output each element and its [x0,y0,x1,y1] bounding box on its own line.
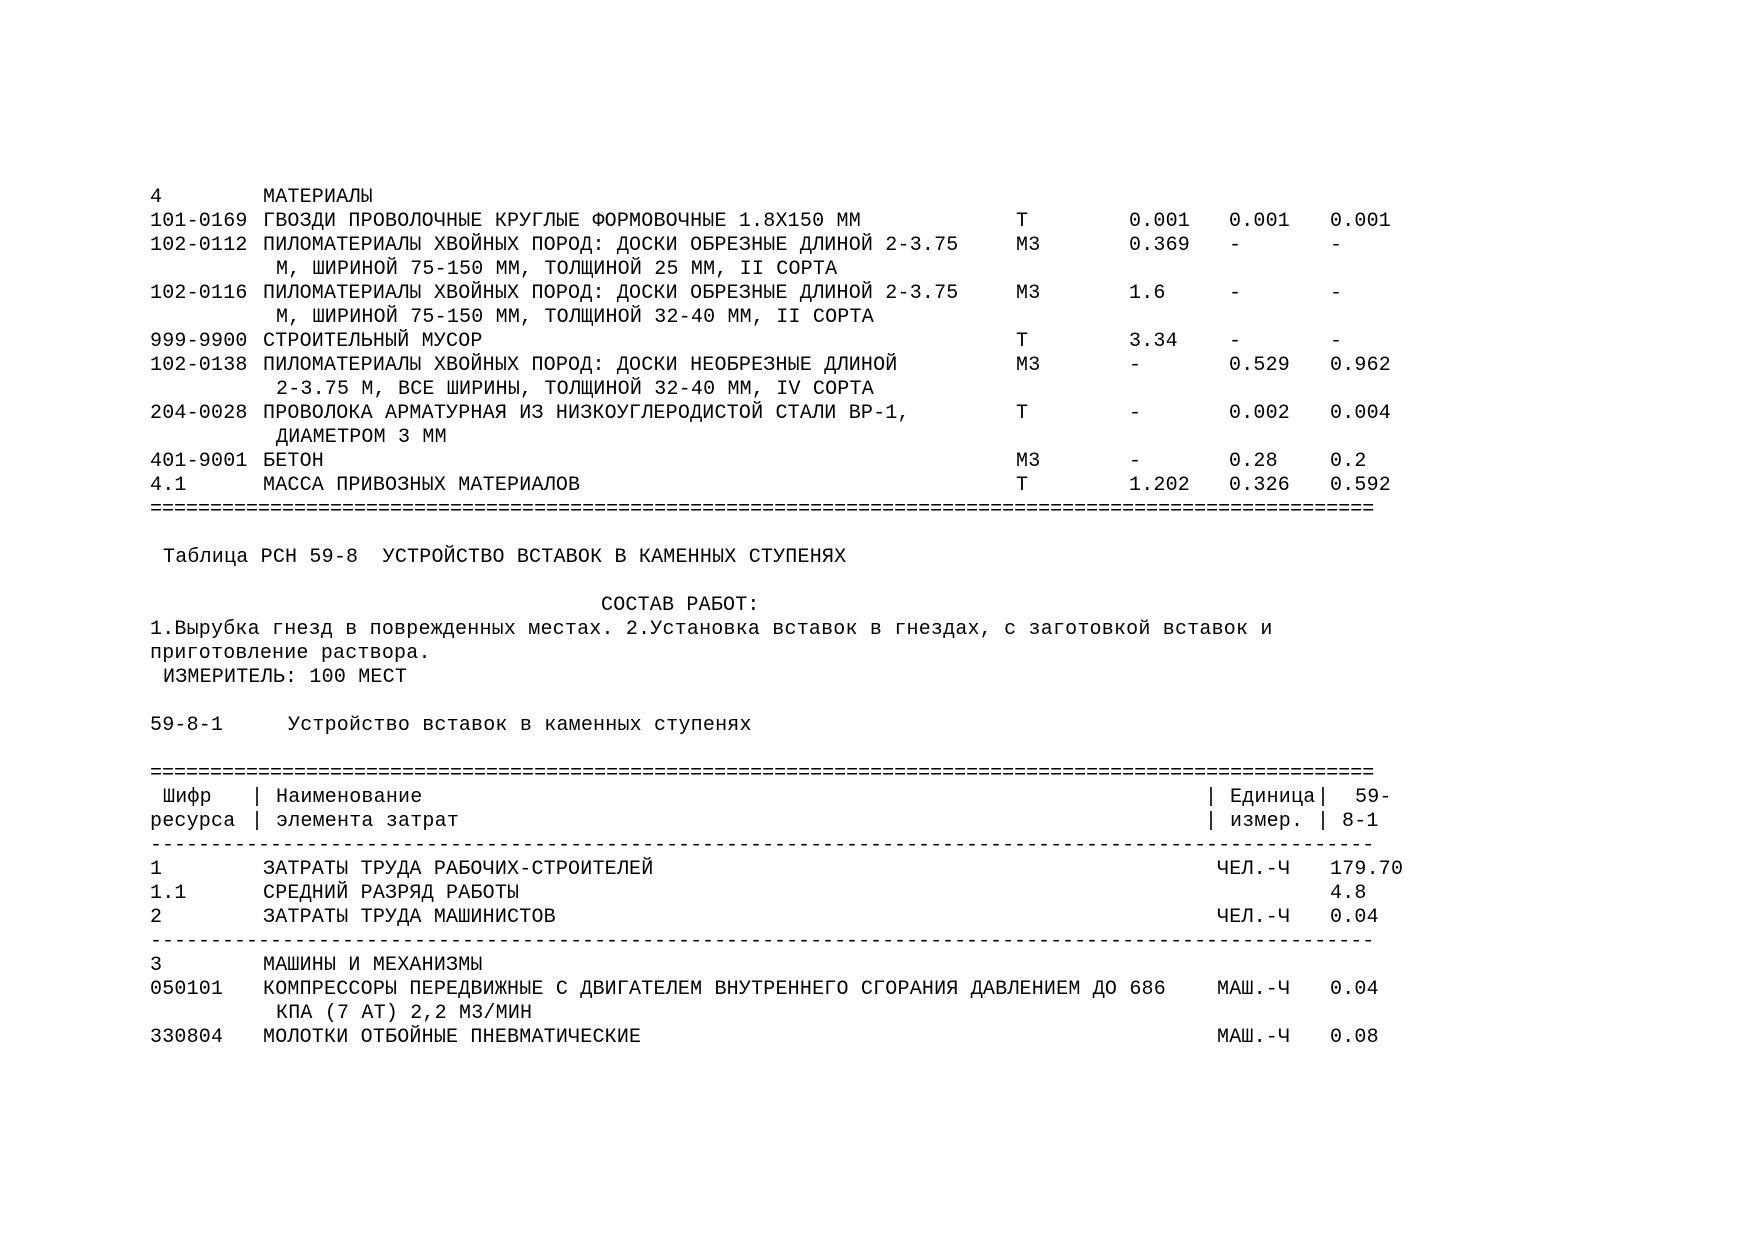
single-rule: ------------------------------------------------------------------------------------------------------ [150,930,1375,953]
header-code: ресурса [150,810,236,833]
resource-code: 4.1 [150,474,187,497]
table-header-row-2 [150,810,1379,834]
value-2: - [1229,234,1242,257]
position-code: 59-8-1 [150,714,224,737]
unit: Т [1016,402,1029,425]
resource-name: ГВОЗДИ ПРОВОЛОЧНЫЕ КРУГЛЫЕ ФОРМОВОЧНЫЕ 1.8Х150 ММ [263,210,861,233]
value: 0.08 [1330,1026,1379,1049]
unit: ЧЕЛ.-Ч [1217,858,1291,881]
material-row-continuation [150,306,874,330]
resource-name: БЕТОН [263,450,325,473]
material-row [150,474,1392,498]
resource-code: 204-0028 [150,402,248,425]
header-unit: Единица [1230,786,1316,809]
resource-name: СРЕДНИЙ РАЗРЯД РАБОТЫ [263,882,520,905]
header-position: 59- [1355,786,1392,809]
value-2: - [1229,282,1242,305]
header-name: Наименование [276,786,423,809]
value-2: 0.529 [1229,354,1291,377]
table-title: Таблица РСН 59-8 УСТРОЙСТВО ВСТАВОК В КАМЕННЫХ СТУПЕНЯХ [163,546,847,569]
value-1: - [1129,354,1142,377]
value-3: 0.004 [1330,402,1392,425]
material-row [150,354,1392,378]
resource-name: ПИЛОМАТЕРИАЛЫ ХВОЙНЫХ ПОРОД: ДОСКИ ОБРЕЗНЫЕ ДЛИНОЙ 2-3.75 [263,234,959,257]
material-row-continuation [150,426,447,450]
material-row [150,282,1343,306]
value-1: - [1129,402,1142,425]
resource-code: 050101 [150,978,224,1001]
unit: М3 [1016,450,1041,473]
value-2: - [1229,330,1242,353]
resource-code: 1.1 [150,882,187,905]
value-1: 1.6 [1129,282,1166,305]
double-rule: ====================================================================================================== [150,762,1375,785]
header-separator: | [251,810,264,833]
unit: МАШ.-Ч [1217,978,1291,1001]
value: 0.04 [1330,978,1379,1001]
single-rule: ------------------------------------------------------------------------------------------------------ [150,834,1375,857]
resource-code: 2 [150,906,163,929]
resource-name-continuation: ДИАМЕТРОМ 3 ММ [276,426,447,449]
value-2: 0.326 [1229,474,1291,497]
resource-name: ПИЛОМАТЕРИАЛЫ ХВОЙНЫХ ПОРОД: ДОСКИ НЕОБРЕЗНЫЕ ДЛИНОЙ [263,354,898,377]
header-separator: | [251,786,264,809]
section-name: МАШИНЫ И МЕХАНИЗМЫ [263,954,483,977]
resource-code: 101-0169 [150,210,248,233]
resource-name: ПИЛОМАТЕРИАЛЫ ХВОЙНЫХ ПОРОД: ДОСКИ ОБРЕЗНЫЕ ДЛИНОЙ 2-3.75 [263,282,959,305]
position-row [150,714,752,738]
resource-name-continuation: М, ШИРИНОЙ 75-150 ММ, ТОЛЩИНОЙ 32-40 ММ, II СОРТА [276,306,874,329]
unit: М3 [1016,354,1041,377]
material-row [150,234,1343,258]
labor-row [150,858,1404,882]
value-1: 3.34 [1129,330,1178,353]
resource-code: 401-9001 [150,450,248,473]
resource-code: 102-0116 [150,282,248,305]
material-row-continuation [150,378,874,402]
header-separator: | [1205,786,1218,809]
section-name: МАТЕРИАЛЫ [263,186,373,209]
measurer: ИЗМЕРИТЕЛЬ: 100 МЕСТ [163,666,408,689]
value-2: 0.002 [1229,402,1291,425]
resource-code: 330804 [150,1026,224,1049]
table-header-row-1 [150,786,1392,810]
value-3: 0.2 [1330,450,1367,473]
value-3: - [1330,330,1343,353]
resource-name: МАССА ПРИВОЗНЫХ МАТЕРИАЛОВ [263,474,581,497]
resource-name-continuation: КПА (7 АТ) 2,2 М3/МИН [276,1002,533,1025]
machine-row [150,1026,1379,1050]
unit: Т [1016,330,1029,353]
value-1: 0.001 [1129,210,1191,233]
labor-row [150,882,1367,906]
resource-name: КОМПРЕССОРЫ ПЕРЕДВИЖНЫЕ С ДВИГАТЕЛЕМ ВНУТРЕННЕГО СГОРАНИЯ ДАВЛЕНИЕМ ДО 686 [263,978,1166,1001]
value: 4.8 [1330,882,1367,905]
header-separator: | [1317,786,1330,809]
resource-name-continuation: М, ШИРИНОЙ 75-150 ММ, ТОЛЩИНОЙ 25 ММ, II СОРТА [276,258,838,281]
unit: М3 [1016,234,1041,257]
header-code: Шифр [163,786,212,809]
header-position: 8-1 [1342,810,1379,833]
machine-row-continuation [150,1002,533,1026]
work-description-line-1: 1.Вырубка гнезд в поврежденных местах. 2.Установка вставок в гнездах, с заготовкой вставок и [150,618,1273,641]
unit: Т [1016,210,1029,233]
material-row [150,450,1367,474]
value-2: 0.28 [1229,450,1278,473]
value-3: 0.962 [1330,354,1392,377]
value-3: - [1330,282,1343,305]
material-row-continuation [150,258,838,282]
resource-code: 102-0138 [150,354,248,377]
position-name: Устройство вставок в каменных ступенях [288,714,752,737]
material-row [150,330,1343,354]
resource-code: 999-9900 [150,330,248,353]
header-separator: | [1317,810,1330,833]
material-row [150,402,1392,426]
header-unit: измер. [1230,810,1304,833]
resource-name: ПРОВОЛОКА АРМАТУРНАЯ ИЗ НИЗКОУГЛЕРОДИСТОЙ СТАЛИ ВР-1, [263,402,910,425]
machine-row [150,978,1379,1002]
value-3: 0.001 [1330,210,1392,233]
value-3: 0.592 [1330,474,1392,497]
resource-code: 102-0112 [150,234,248,257]
section-code: 3 [150,954,163,977]
resource-name: СТРОИТЕЛЬНЫЙ МУСОР [263,330,483,353]
unit: М3 [1016,282,1041,305]
value-1: - [1129,450,1142,473]
value-3: - [1330,234,1343,257]
value: 179.70 [1330,858,1404,881]
resource-name: МОЛОТКИ ОТБОЙНЫЕ ПНЕВМАТИЧЕСКИЕ [263,1026,642,1049]
header-separator: | [1205,810,1218,833]
materials-header-row [150,186,373,210]
unit: МАШ.-Ч [1217,1026,1291,1049]
machines-header-row [150,954,483,978]
work-description-line-2: приготовление раствора. [150,642,431,665]
work-heading: СОСТАВ РАБОТ: [601,594,760,617]
value-1: 1.202 [1129,474,1191,497]
unit: Т [1016,474,1029,497]
resource-name: ЗАТРАТЫ ТРУДА РАБОЧИХ-СТРОИТЕЛЕЙ [263,858,654,881]
header-name: элемента затрат [276,810,460,833]
value-2: 0.001 [1229,210,1291,233]
labor-row [150,906,1379,930]
unit: ЧЕЛ.-Ч [1217,906,1291,929]
double-rule: ====================================================================================================== [150,498,1375,521]
resource-name: ЗАТРАТЫ ТРУДА МАШИНИСТОВ [263,906,556,929]
value: 0.04 [1330,906,1379,929]
value-1: 0.369 [1129,234,1191,257]
resource-name-continuation: 2-3.75 М, ВСЕ ШИРИНЫ, ТОЛЩИНОЙ 32-40 ММ, IV СОРТА [276,378,874,401]
resource-code: 1 [150,858,163,881]
section-code: 4 [150,186,163,209]
material-row [150,210,1392,234]
